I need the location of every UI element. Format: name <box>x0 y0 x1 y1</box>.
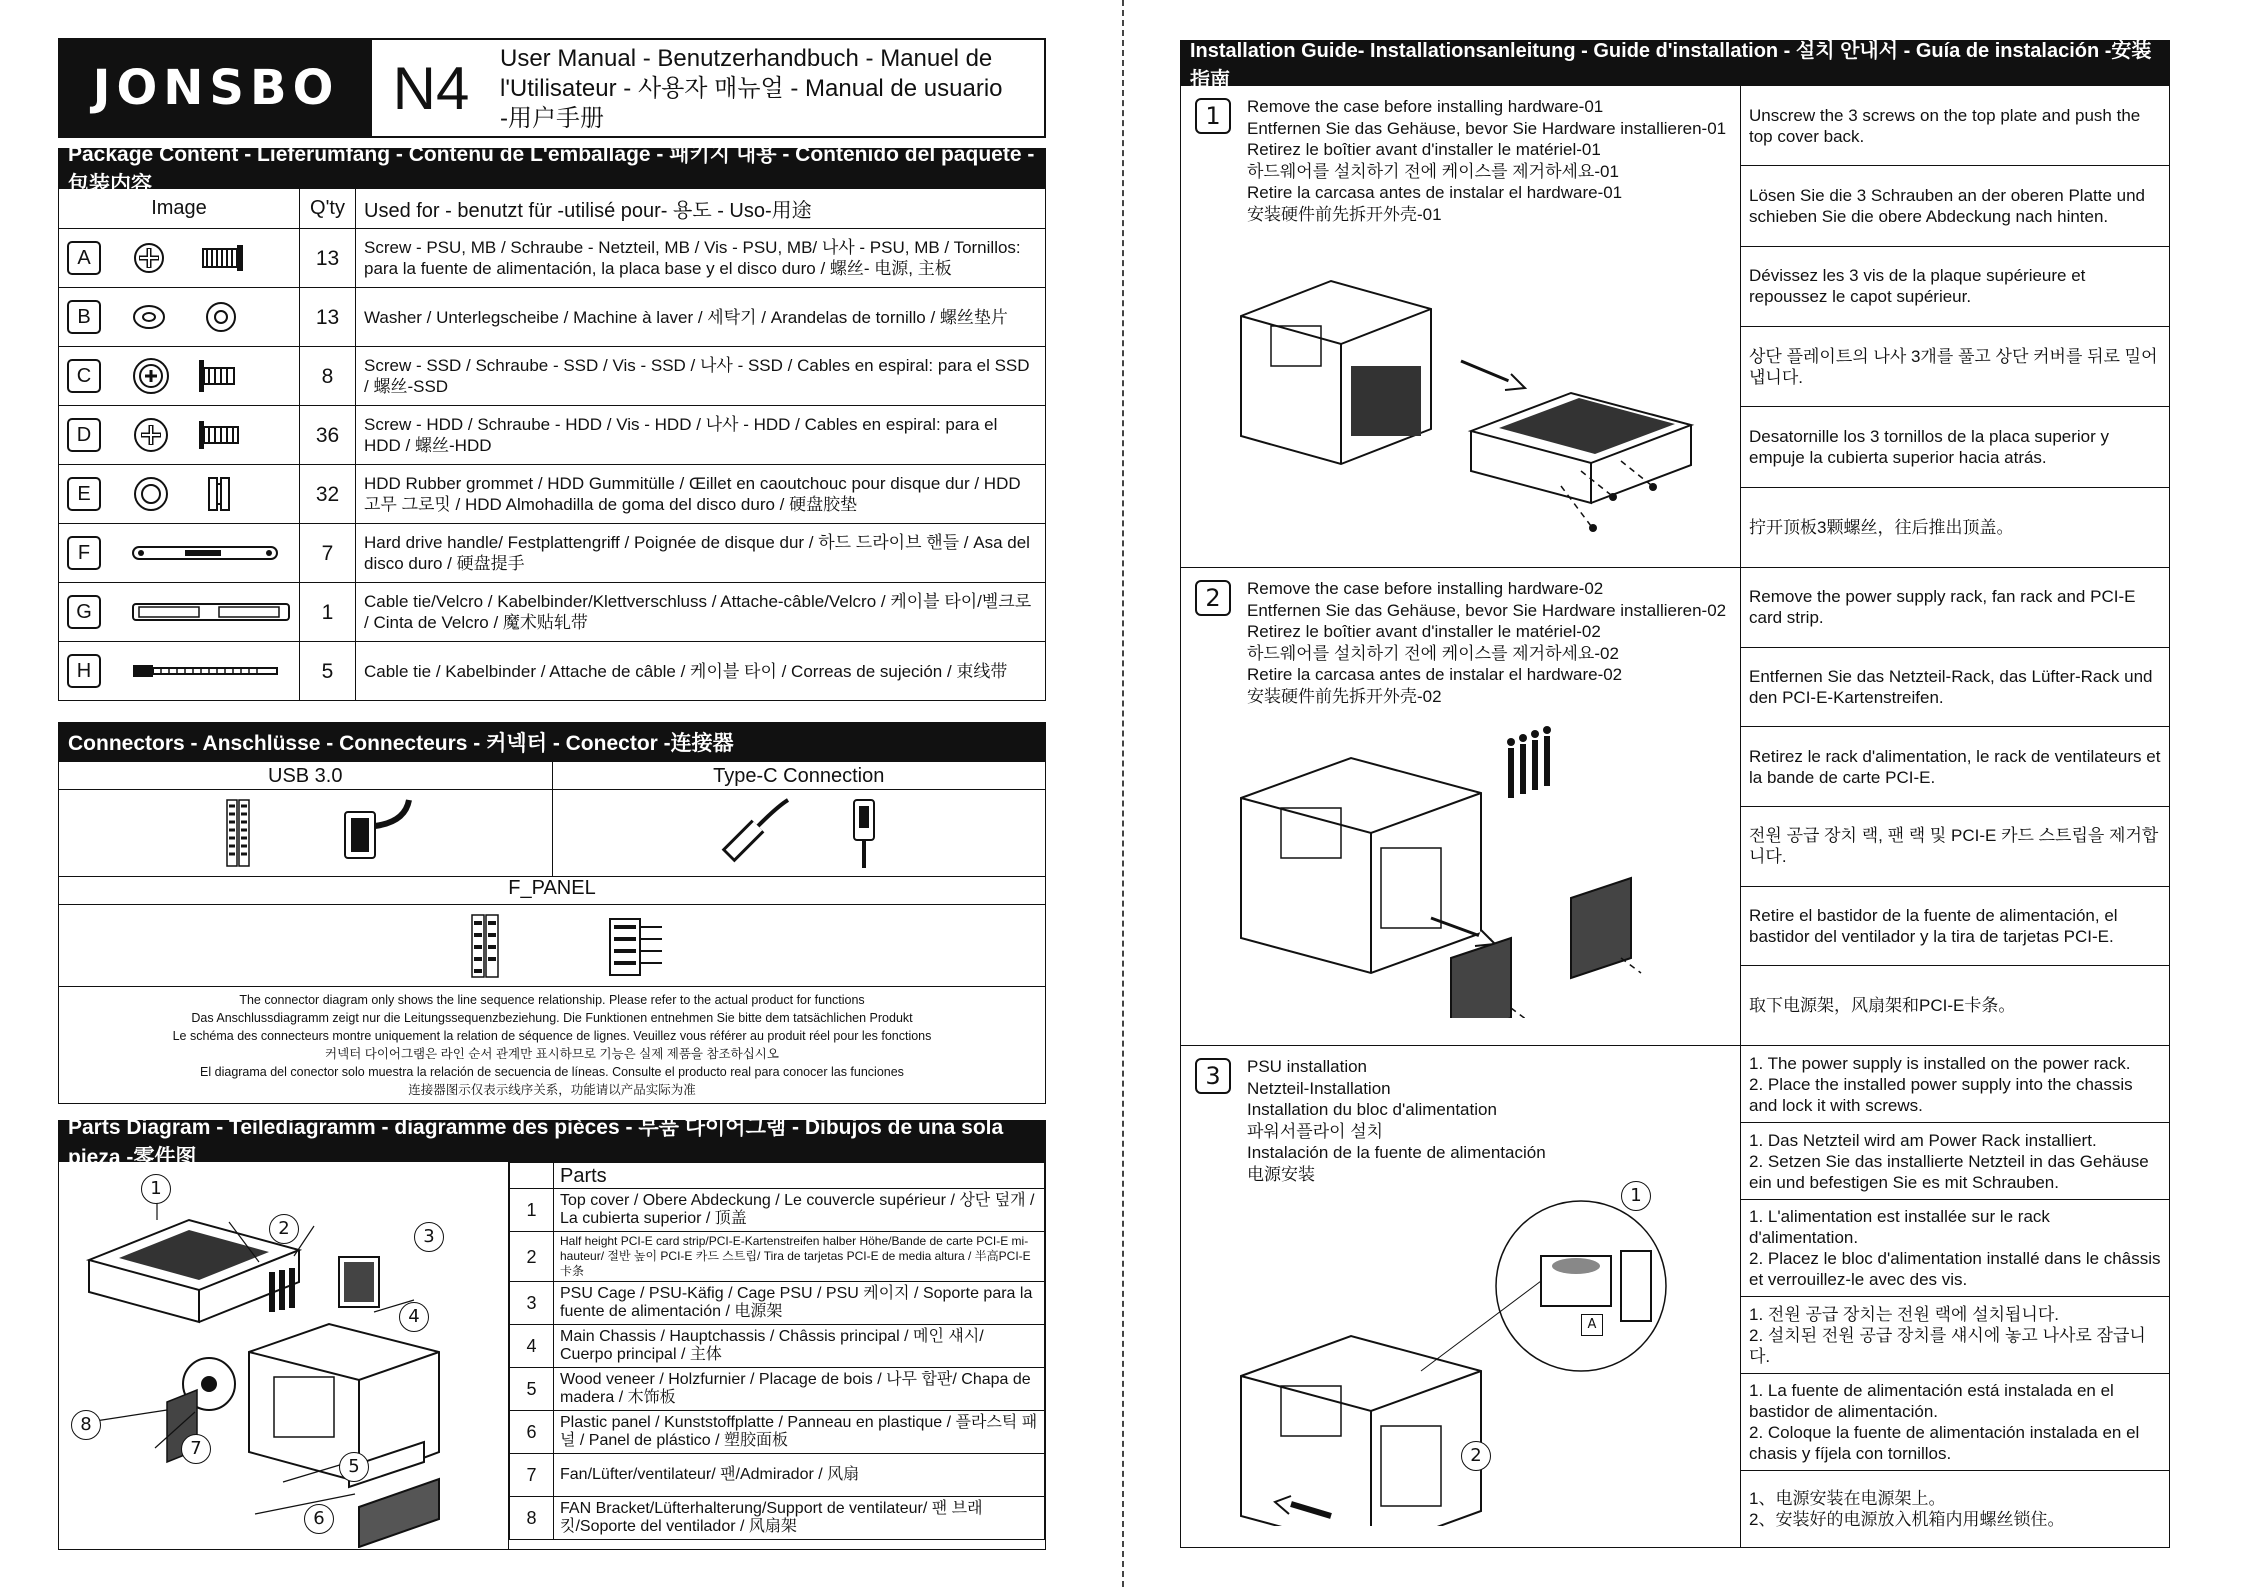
manual-title <box>490 40 1044 136</box>
item-letter: G <box>67 595 101 629</box>
item-letter: E <box>67 477 101 511</box>
install-step-2 <box>1180 568 2170 1046</box>
instruction-de: Entfernen Sie das Netzteil-Rack, das Lüfter-Rack und den PCI-E-Kartenstreifen. <box>1741 648 2169 728</box>
table-row <box>59 229 1046 288</box>
brand-logo: JONSBO <box>60 40 372 136</box>
instruction-en: Unscrew the 3 screws on the top plate and push the top cover back. <box>1741 86 2169 166</box>
step-title-line: Installation du bloc d'alimentation <box>1247 1100 1497 1119</box>
instruction-de: 1. Das Netzteil wird am Power Rack installiert. 2. Setzen Sie das installierte Netzteil in das Gehäuse ein und befestigen Sie es mit Schrauben. <box>1741 1123 2169 1200</box>
instruction-es: 1. La fuente de alimentación está instalada en el bastidor de alimentación. 2. Coloque la fuente de alimentación instalada en el chasis y fíjela con tornillos. <box>1741 1374 2169 1471</box>
table-row <box>510 1232 1045 1282</box>
instruction-zh: 取下电源架，风扇架和PCI-E卡条。 <box>1749 996 2016 1016</box>
table-row <box>510 1282 1045 1325</box>
usb3-plug-icon <box>335 796 415 870</box>
item-description: Screw - PSU, MB / Schraube - Netzteil, MB / Vis - PSU, MB/ 나사 - PSU, MB / Tornillos: para la fuente de alimentación, la placa base y el disco duro / 螺丝- 电源, 主板 <box>356 229 1046 288</box>
item-description: Hard drive handle/ Festplattengriff / Poignée de disque dur / 하드 드라이브 핸들 / Asa del disco duro / 硬盘提手 <box>356 524 1046 583</box>
part-number: 5 <box>510 1368 554 1411</box>
item-qty: 36 <box>300 406 356 465</box>
typec-plug-icon <box>714 796 794 870</box>
table-row <box>59 524 1046 583</box>
item-letter: B <box>67 300 101 334</box>
part-name: Wood veneer / Holzfurnier / Placage de bois / 나무 합판/ Chapa de madera / 木饰板 <box>554 1368 1045 1411</box>
step-title-line: 电源安装 <box>1247 1164 1315 1184</box>
note-line: El diagrama del conector solo muestra la relación de secuencia de líneas. Consulte el producto real para conocer las funciones <box>200 1065 904 1079</box>
step-3-instructions <box>1741 1046 2169 1547</box>
typec-cell <box>552 762 1046 877</box>
item-letter: H <box>67 654 101 688</box>
col-parts: Parts <box>554 1163 1045 1189</box>
parts-section <box>58 1116 1046 1550</box>
step-title-line: Entfernen Sie das Gehäuse, bevor Sie Hardware installieren-02 <box>1247 600 1727 620</box>
instruction-en: 1. The power supply is installed on the power rack. 2. Place the installed power supply into the chassis and lock it with screws. <box>1741 1046 2169 1123</box>
part-name: Top cover / Obere Abdeckung / Le couvercle supérieur / 상단 덮개 / La cubierta superior / 顶盖 <box>554 1189 1045 1232</box>
installation-guide-section <box>1180 40 2170 1548</box>
typec-vertical-plug-icon <box>844 796 884 870</box>
item-description: Cable tie/Velcro / Kabelbinder/Klettverschluss / Attache-câble/Velcro / 케이블 타이/벨크로 / Cinta de Velcro / 魔术贴轧带 <box>356 583 1046 642</box>
step-title-line: 파워서플라이 설치 <box>1247 1121 1384 1141</box>
part-name: Plastic panel / Kunststoffplatte / Panneau en plastique / 플라스틱 패널 / Panel de plástico / 塑胶面板 <box>554 1411 1045 1454</box>
remove-rack-illustration <box>1181 718 1737 1018</box>
note-line: 连接器图示仅表示线序关系，功能请以产品实际为准 <box>408 1083 696 1097</box>
usb-label: USB 3.0 <box>59 762 552 790</box>
step-title-line: Entfernen Sie das Gehäuse, bevor Sie Hardware installieren-01 <box>1247 118 1727 138</box>
part-number: 4 <box>510 1325 554 1368</box>
guide-heading: Installation Guide- Installationsanleitung - Guide d'installation - 설치 안내서 - Guía de instalación -安装指南 <box>1180 40 2170 86</box>
part-number: 3 <box>510 1282 554 1325</box>
step-title-line: 하드웨어를 설치하기 전에 케이스를 제거하세요-02 <box>1247 643 1619 663</box>
install-step-3 <box>1180 1046 2170 1548</box>
part-name: FAN Bracket/Lüfterhalterung/Support de ventilateur/ 팬 브래킷/Soporte del ventilador / 风扇架 <box>554 1497 1045 1540</box>
step-title <box>1247 96 1726 225</box>
callout-6: 6 <box>304 1504 334 1534</box>
drive-handle-icon <box>131 538 281 568</box>
step-title-line: 安装硬件前先拆开外壳-02 <box>1247 686 1442 706</box>
washer-icon <box>131 299 261 335</box>
table-row <box>510 1411 1045 1454</box>
step-title-line: Remove the case before installing hardware-02 <box>1247 579 1604 598</box>
parts-heading: Parts Diagram - Teilediagramm - diagramme des pièces - 부품 다이어그램 - Dibujos de una sola pieza -零件图 <box>58 1120 1046 1162</box>
item-letter: F <box>67 536 101 570</box>
package-table <box>58 188 1046 701</box>
cable-tie-icon <box>131 656 281 686</box>
step-title <box>1247 1056 1546 1185</box>
part-name: Half height PCI-E card strip/PCI-E-Kartenstreifen halber Höhe/Bande de carte PCI-E mi-hauteur/ 절반 높이 PCI-E 카드 스트립/ Tira de tarjetas PCI-E de media altura / 半高PCI-E卡条 <box>554 1232 1045 1282</box>
instruction-fr: 1. L'alimentation est installée sur le rack d'alimentation. 2. Placez le bloc d'alimentation installé dans le châssis et verrouillez-le avec des vis. <box>1741 1200 2169 1297</box>
instruction-ko: 전원 공급 장치 랙, 팬 랙 및 PCI-E 카드 스트립을 제거합니다. <box>1741 807 2169 887</box>
step-title-line: 하드웨어를 설치하기 전에 케이스를 제거하세요-01 <box>1247 161 1619 181</box>
item-qty: 13 <box>300 229 356 288</box>
step-number: 3 <box>1195 1058 1231 1094</box>
part-name: PSU Cage / PSU-Käfig / Cage PSU / PSU 케이지 / Soporte para la fuente de alimentación / 电源架 <box>554 1282 1045 1325</box>
step-title-line: Retirez le boîtier avant d'installer le matériel-02 <box>1247 622 1601 641</box>
package-content-section <box>58 143 1046 701</box>
callout-1: 1 <box>1621 1181 1651 1211</box>
ssd-screw-icon <box>131 356 261 396</box>
instruction-ko: 1. 전원 공급 장치는 전원 랙에 설치됩니다. 2. 설치된 전원 공급 장치를 섀시에 놓고 나사로 잠급니다. <box>1741 1297 2169 1374</box>
callout-a: A <box>1581 1314 1603 1336</box>
step-title-line: 安装硬件前先拆开外壳-01 <box>1247 204 1442 224</box>
item-qty: 1 <box>300 583 356 642</box>
instruction-ko: 상단 플레이트의 나사 3개를 풀고 상단 커버를 뒤로 밀어냅니다. <box>1741 327 2169 407</box>
step-1-instructions <box>1741 86 2169 567</box>
item-description: Screw - HDD / Schraube - HDD / Vis - HDD / 나사 - HDD / Cables en espiral: para el HDD / 螺丝-HDD <box>356 406 1046 465</box>
item-qty: 8 <box>300 347 356 406</box>
part-name: Main Chassis / Hauptchassis / Châssis principal / 메인 섀시/ Cuerpo principal / 主体 <box>554 1325 1045 1368</box>
part-number: 8 <box>510 1497 554 1540</box>
item-qty: 13 <box>300 288 356 347</box>
item-description: HDD Rubber grommet / HDD Gummitülle / Œillet en caoutchouc pour disque dur / HDD 고무 그로밋 / HDD Almohadilla de goma del disco duro / 硬盘胶垫 <box>356 465 1046 524</box>
item-letter: D <box>67 418 101 452</box>
callout-4: 4 <box>399 1302 429 1332</box>
fpanel-label: F_PANEL <box>58 877 1046 905</box>
step-number: 1 <box>1195 98 1231 134</box>
item-letter: C <box>67 359 101 393</box>
note-line: Das Anschlussdiagramm zeigt nur die Leitungssequenzbeziehung. Die Funktionen entnehmen Sie bitte dem tatsächlichen Produkt <box>191 1011 913 1025</box>
note-line: Le schéma des connecteurs montre uniquement la relation de séquence de lignes. Veuillez vous référer au produit réel pour les fonctions <box>172 1029 932 1043</box>
part-name: Fan/Lüfter/ventilateur/ 팬/Admirador / 风扇 <box>554 1454 1045 1497</box>
manual-header <box>58 38 1046 138</box>
step-title-line: Netzteil-Installation <box>1247 1078 1391 1098</box>
table-row <box>510 1497 1045 1540</box>
usb3-header-icon <box>195 796 285 870</box>
page-fold-divider <box>1122 0 1124 1587</box>
table-row <box>59 406 1046 465</box>
remove-top-cover-illustration <box>1181 256 1737 556</box>
usb-cell <box>59 762 552 877</box>
connector-row <box>58 762 1046 877</box>
typec-label: Type-C Connection <box>553 762 1046 790</box>
connectors-heading: Connectors - Anschlüsse - Connecteurs - 커넥터 - Conector -连接器 <box>58 722 1046 762</box>
parts-body <box>58 1162 1046 1550</box>
table-row <box>59 583 1046 642</box>
model-name: N4 <box>392 54 470 122</box>
col-image: Image <box>59 189 300 229</box>
item-qty: 7 <box>300 524 356 583</box>
left-page <box>0 0 1122 1587</box>
part-number: 2 <box>510 1232 554 1282</box>
table-row <box>59 347 1046 406</box>
col-used-for: Used for - benutzt für -utilisé pour- 용도 - Uso-用途 <box>356 189 1046 229</box>
instruction-de: Lösen Sie die 3 Schrauben an der oberen Platte und schieben Sie die obere Abdeckung nach hinten. <box>1741 166 2169 246</box>
grommet-icon <box>131 474 261 514</box>
callout-2: 2 <box>269 1214 299 1244</box>
table-row <box>510 1189 1045 1232</box>
note-line: The connector diagram only shows the line sequence relationship. Please refer to the actual product for functions <box>239 993 865 1007</box>
table-row <box>59 288 1046 347</box>
part-number: 1 <box>510 1189 554 1232</box>
package-heading: Package Content - Lieferumfang - Contenu de L'emballage - 패키지 내용 - Contenido del paquete -包装内容 <box>58 148 1046 188</box>
phillips-screw-icon <box>131 240 261 276</box>
step-title-line: Retire la carcasa antes de instalar el hardware-02 <box>1247 665 1623 684</box>
step-title-line: PSU installation <box>1247 1057 1368 1076</box>
connector-notes <box>58 987 1046 1104</box>
velcro-tie-icon <box>131 597 291 627</box>
step-title-line: Instalación de la fuente de alimentación <box>1247 1143 1546 1162</box>
instruction-es: Desatornille los 3 tornillos de la placa superior y empuje la cubierta superior hacia atrás. <box>1741 407 2169 487</box>
table-row <box>59 465 1046 524</box>
instruction-fr: Retirez le rack d'alimentation, le rack de ventilateurs et la bande de carte PCI-E. <box>1741 727 2169 807</box>
instruction-en: Remove the power supply rack, fan rack and PCI-E card strip. <box>1741 568 2169 648</box>
instruction-es: Retire el bastidor de la fuente de alimentación, el bastidor del ventilador y la tira de tarjetas PCI-E. <box>1741 887 2169 967</box>
item-letter: A <box>67 241 101 275</box>
item-description: Cable tie / Kabelbinder / Attache de câble / 케이블 타이 / Correas de sujeción / 束线带 <box>356 642 1046 701</box>
part-number: 6 <box>510 1411 554 1454</box>
fpanel-diagram <box>58 905 1046 987</box>
fpanel-pinout-icon <box>432 911 542 981</box>
fpanel-connector-icon <box>602 911 672 981</box>
callout-1: 1 <box>141 1174 171 1204</box>
step-title-line: Retirez le boîtier avant d'installer le matériel-01 <box>1247 140 1601 159</box>
note-line: 커넥터 다이어그램은 라인 순서 관계만 표시하므로 기능은 실제 제품을 참조하십시오 <box>325 1047 779 1061</box>
item-qty: 32 <box>300 465 356 524</box>
table-row <box>59 642 1046 701</box>
title-line: -用户手册 <box>500 105 604 132</box>
part-number: 7 <box>510 1454 554 1497</box>
callout-7: 7 <box>181 1434 211 1464</box>
title-line: User Manual - Benutzerhandbuch - Manuel de <box>500 45 993 72</box>
step-2-instructions <box>1741 568 2169 1045</box>
title-line: l'Utilisateur - 사용자 매뉴얼 - Manual de usuario <box>500 75 1003 102</box>
instruction-zh: 拧开顶板3颗螺丝，往后推出顶盖。 <box>1749 517 2014 537</box>
table-row <box>510 1325 1045 1368</box>
item-description: Washer / Unterlegscheibe / Machine à laver / 세탁기 / Arandelas de tornillo / 螺丝垫片 <box>356 288 1046 347</box>
parts-list <box>509 1162 1045 1549</box>
instruction-zh: 1、电源安装在电源架上。 2、安装好的电源放入机箱内用螺丝锁住。 <box>1749 1489 2065 1529</box>
step-number: 2 <box>1195 580 1231 616</box>
item-description: Screw - SSD / Schraube - SSD / Vis - SSD / 나사 - SSD / Cables en espiral: para el SSD / 螺丝-SSD <box>356 347 1046 406</box>
step-title-line: Remove the case before installing hardware-01 <box>1247 97 1604 116</box>
callout-8: 8 <box>71 1410 101 1440</box>
hdd-screw-icon <box>131 415 261 455</box>
callout-2: 2 <box>1461 1441 1491 1471</box>
table-row <box>510 1454 1045 1497</box>
instruction-fr: Dévissez les 3 vis de la plaque supérieure et repoussez le capot supérieur. <box>1741 247 2169 327</box>
psu-installation-illustration <box>1181 1196 1737 1526</box>
connectors-section <box>58 722 1046 1104</box>
step-title <box>1247 578 1726 707</box>
callout-5: 5 <box>339 1452 369 1482</box>
item-qty: 5 <box>300 642 356 701</box>
col-qty: Q'ty <box>300 189 356 229</box>
step-title-line: Retire la carcasa antes de instalar el hardware-01 <box>1247 183 1623 202</box>
callout-3: 3 <box>414 1222 444 1252</box>
install-step-1 <box>1180 86 2170 568</box>
exploded-parts-diagram <box>59 1162 509 1549</box>
table-row <box>510 1368 1045 1411</box>
